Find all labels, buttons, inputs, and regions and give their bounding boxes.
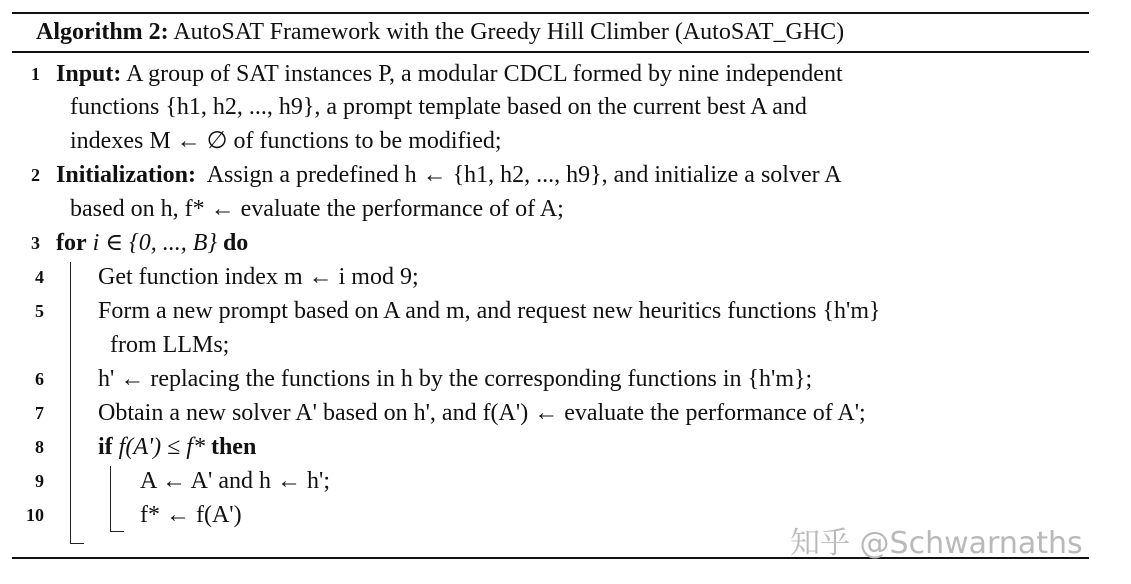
- algo-line-8: if f(A') ≤ f* then: [98, 434, 257, 460]
- for-block-bar: [70, 262, 71, 544]
- algo-line-1-cont: indexes M ← ∅ of functions to be modified;: [70, 128, 502, 154]
- algorithm-title: AutoSAT Framework with the Greedy Hill Climber (AutoSAT_GHC): [173, 19, 845, 45]
- algo-line-10: f* ← f(A'): [140, 502, 242, 528]
- algo-line-1-cont: functions {h1, h2, ..., h9}, a prompt template based on the current best A and: [70, 94, 807, 120]
- algo-line-7: Obtain a new solver A' based on h', and f(A') ← evaluate the performance of A';: [98, 400, 866, 426]
- line-number: 4: [35, 267, 44, 287]
- top-rule: [12, 12, 1089, 14]
- line-number: 9: [35, 471, 44, 491]
- line-number: 8: [35, 437, 44, 457]
- caption-rule: [12, 51, 1089, 53]
- algo-line-9: A ← A' and h ← h';: [140, 468, 330, 494]
- algo-line-5: Form a new prompt based on A and m, and request new heuritics functions {h'm}: [98, 298, 881, 324]
- algo-line-4: Get function index m ← i mod 9;: [98, 264, 419, 290]
- algo-line-6: h' ← replacing the functions in h by the corresponding functions in {h'm};: [98, 366, 813, 392]
- line-number: 1: [31, 64, 40, 84]
- algorithm-caption: [36, 17, 844, 47]
- algo-line-1: Input: A group of SAT instances P, a modular CDCL formed by nine independent: [56, 61, 843, 87]
- line-number: 7: [35, 403, 44, 423]
- algo-line-2-cont: based on h, f* ← evaluate the performance of of A;: [70, 196, 564, 222]
- algo-line-5-cont: from LLMs;: [110, 332, 230, 358]
- line-number: 2: [31, 165, 40, 185]
- if-block-bar: [110, 466, 111, 532]
- line-number: 5: [35, 301, 44, 321]
- line-number: 6: [35, 369, 44, 389]
- line-number: 10: [26, 505, 44, 525]
- algo-line-3: for i ∈ {0, ..., B} do: [56, 230, 249, 256]
- algorithm-label: Algorithm 2:: [36, 19, 169, 45]
- if-block-end: [110, 531, 124, 532]
- for-block-end: [70, 543, 84, 544]
- line-number: 3: [31, 233, 40, 253]
- algo-line-2: Initialization: Assign a predefined h ← {h1, h2, ..., h9}, and initialize a solver A: [56, 162, 842, 188]
- watermark: 知乎 @Schwarnaths: [790, 526, 1083, 561]
